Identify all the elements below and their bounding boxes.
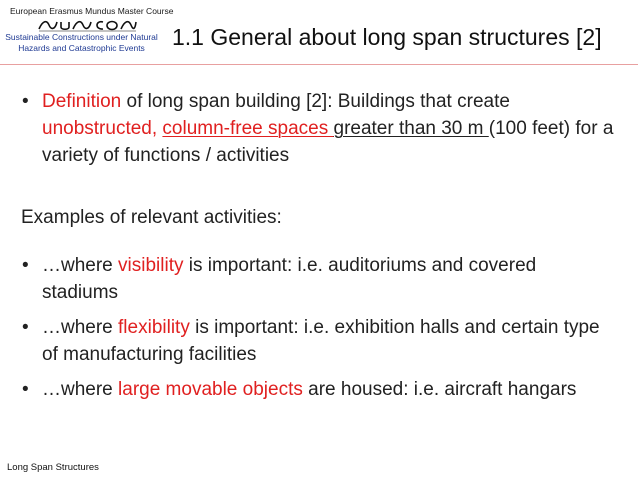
examples-heading: Examples of relevant activities: [21, 207, 282, 228]
activity-after: is important: i.e. auditoriums and covered stadiums [42, 255, 537, 303]
activity-before: …where [42, 379, 119, 400]
activity-highlight: visibility [118, 255, 184, 276]
activity-item-movable-objects [22, 376, 622, 430]
bullet-dot: • [22, 379, 29, 400]
bullet-dot: • [22, 91, 29, 112]
network-caption [0, 32, 163, 54]
definition-part-3: (100 feet) for a variety of functions / activities [42, 118, 614, 166]
activity-text [42, 314, 617, 368]
activity-text [42, 376, 617, 403]
definition-term: Definition [42, 91, 122, 112]
activity-after: are housed: i.e. aircraft hangars [302, 379, 577, 400]
activity-item-visibility [22, 252, 622, 306]
activity-highlight: flexibility [118, 317, 190, 338]
activity-before: …where [42, 317, 119, 338]
activity-before: …where [42, 255, 119, 276]
activity-item-flexibility [22, 314, 622, 368]
network-line-2: Hazards and Catastrophic Events [18, 43, 145, 53]
slide-footer: Long Span Structures [7, 462, 99, 473]
definition-part-1: of long span building [2]: Buildings that create [121, 91, 510, 112]
definition-highlight-1: unobstructed, [42, 118, 163, 139]
bullet-dot: • [22, 255, 29, 276]
definition-item [22, 88, 622, 169]
definition-text [42, 88, 617, 169]
activity-after: is important: i.e. exhibition halls and certain type of manufacturing facilities [42, 317, 600, 365]
activity-text [42, 252, 617, 306]
network-line-1: Sustainable Constructions under Natural [5, 32, 158, 42]
definition-span-threshold: greater than 30 m [333, 118, 489, 139]
activity-highlight: large movable objects [118, 379, 303, 400]
title-divider [0, 64, 638, 65]
suscos-logo [37, 18, 137, 32]
definition-highlight-2: column-free spaces [162, 118, 334, 139]
course-name: European Erasmus Mundus Master Course [10, 6, 174, 16]
bullet-dot: • [22, 317, 29, 338]
slide-title: 1.1 General about long span structures [2] [172, 24, 602, 50]
